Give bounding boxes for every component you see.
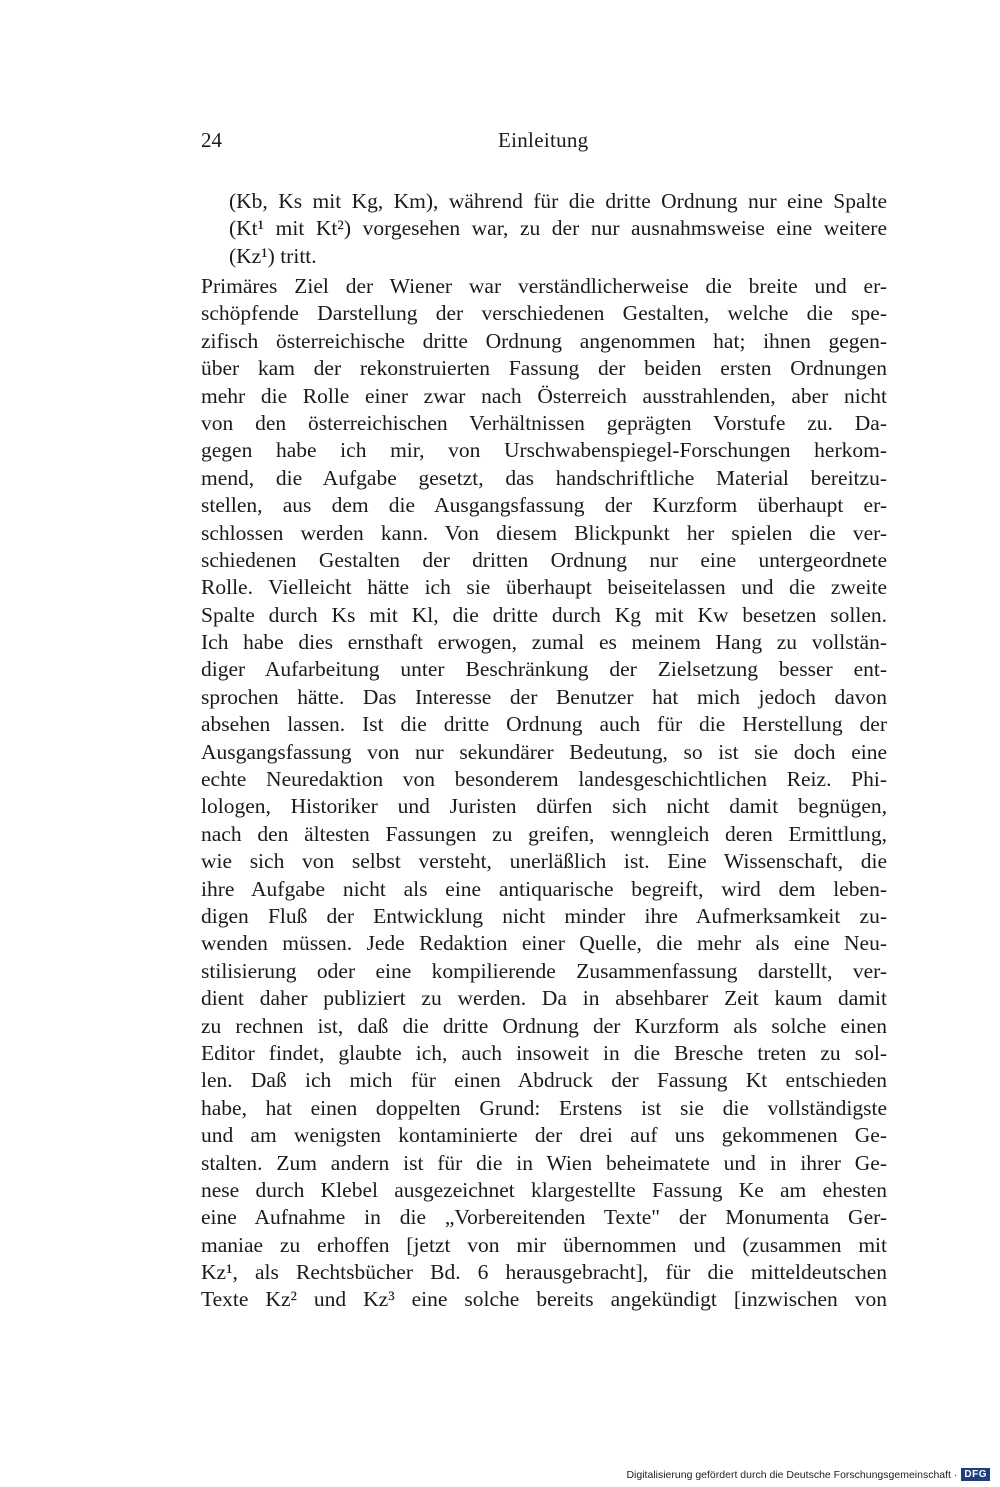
text-line: digen Fluß der Entwicklung nicht minder ihre Aufmerksamkeit zu- — [201, 903, 887, 928]
text-line: nese durch Klebel ausgezeichnet klargestellte Fassung Ke am ehesten — [201, 1177, 887, 1202]
text-line: stellen, aus dem die Ausgangsfassung der Kurzform überhaupt er- — [201, 493, 887, 518]
dfg-logo: DFG — [961, 1468, 990, 1481]
text-line: Ausgangsfassung von nur sekundärer Bedeutung, so ist sie doch eine — [201, 739, 887, 764]
text-line: dient daher publiziert zu werden. Da in absehbarer Zeit kaum damit — [201, 986, 887, 1011]
text-line: absehen lassen. Ist die dritte Ordnung auch für die Herstellung der — [201, 712, 887, 737]
text-line: schlossen werden kann. Von diesem Blickpunkt her spielen die ver- — [201, 520, 887, 545]
text-line: Rolle. Vielleicht hätte ich sie überhaupt beiseitelassen und die zweite — [201, 575, 887, 600]
indented-paragraph — [229, 188, 887, 270]
text-line: (Kz¹) tritt. — [229, 243, 317, 268]
text-line: über kam der rekonstruierten Fassung der beiden ersten Ordnungen — [201, 356, 887, 381]
text-line: Editor findet, glaubte ich, auch insoweit in die Bresche treten zu sol- — [201, 1040, 887, 1065]
text-line: habe, hat einen doppelten Grund: Erstens ist sie die vollständigste — [201, 1095, 887, 1120]
running-head: Einleitung — [498, 128, 589, 152]
text-line: maniae zu erhoffen [jetzt von mir übernommen und (zusammen mit — [201, 1232, 887, 1257]
text-line: Spalte durch Ks mit Kl, die dritte durch Kg mit Kw besetzen sollen. — [201, 602, 887, 627]
text-line: wenden müssen. Jede Redaktion einer Quelle, die mehr als eine Neu- — [201, 931, 887, 956]
text-line: wie sich von selbst versteht, unerläßlich ist. Eine Wissenschaft, die — [201, 849, 887, 874]
page-number: 24 — [201, 128, 222, 152]
text-line: Texte Kz² und Kz³ eine solche bereits angekündigt [inzwischen von — [201, 1287, 887, 1312]
text-line: echte Neuredaktion von besonderem landesgeschichtlichen Reiz. Phi- — [201, 767, 887, 792]
text-line: len. Daß ich mich für einen Abdruck der Fassung Kt entschieden — [201, 1068, 887, 1093]
text-line: stalten. Zum andern ist für die in Wien beheimatete und in ihrer Ge- — [201, 1150, 887, 1175]
text-line: lologen, Historiker und Juristen dürfen sich nicht damit begnügen, — [201, 794, 887, 819]
text-line: mehr die Rolle einer zwar nach Österreich ausstrahlenden, aber nicht — [201, 383, 887, 408]
main-paragraph — [201, 273, 887, 1314]
text-line: stilisierung oder eine kompilierende Zusammenfassung darstellt, ver- — [201, 958, 887, 983]
text-line: schiedenen Gestalten der dritten Ordnung nur eine untergeordnete — [201, 547, 887, 572]
text-line: (Kt¹ mit Kt²) vorgesehen war, zu der nur ausnahmsweise eine weitere — [229, 216, 887, 241]
text-line: Ich habe dies ernsthaft erwogen, zumal es meinem Hang zu vollstän- — [201, 630, 887, 655]
footer-credit: Digitalisierung gefördert durch die Deutsche Forschungsgemeinschaft · — [626, 1468, 958, 1481]
text-line: zifisch österreichische dritte Ordnung angenommen hat; ihnen gegen- — [201, 328, 887, 353]
text-line: schöpfende Darstellung der verschiedenen Gestalten, welche die spe- — [201, 301, 887, 326]
text-line: und am wenigsten kontaminierte der drei auf uns gekommenen Ge- — [201, 1123, 887, 1148]
text-line: ihre Aufgabe nicht als eine antiquarische begreift, wird dem leben- — [201, 876, 887, 901]
text-line: gegen habe ich mir, von Urschwabenspiegel-Forschungen herkom- — [201, 438, 887, 463]
text-line: sprochen hätte. Das Interesse der Benutzer hat mich jedoch davon — [201, 684, 887, 709]
text-line: (Kb, Ks mit Kg, Km), während für die dritte Ordnung nur eine Spalte — [229, 189, 887, 213]
text-line: nach den ältesten Fassungen zu greifen, wenngleich deren Ermittlung, — [201, 821, 887, 846]
footer — [626, 1468, 990, 1481]
text-line: Primäres Ziel der Wiener war verständlicherweise die breite und er- — [201, 274, 887, 298]
text-line: Kz¹, als Rechtsbücher Bd. 6 herausgebracht], für die mitteldeutschen — [201, 1260, 887, 1285]
text-line: diger Aufarbeitung unter Beschränkung der Zielsetzung besser ent- — [201, 657, 887, 682]
text-line: von den österreichischen Verhältnissen geprägten Vorstufe zu. Da- — [201, 410, 887, 435]
text-line: eine Aufnahme in die „Vorbereitenden Texte" der Monumenta Ger- — [201, 1205, 887, 1230]
text-line: mend, die Aufgabe gesetzt, das handschriftliche Material bereitzu- — [201, 465, 887, 490]
text-line: zu rechnen ist, daß die dritte Ordnung der Kurzform als solche einen — [201, 1013, 887, 1038]
